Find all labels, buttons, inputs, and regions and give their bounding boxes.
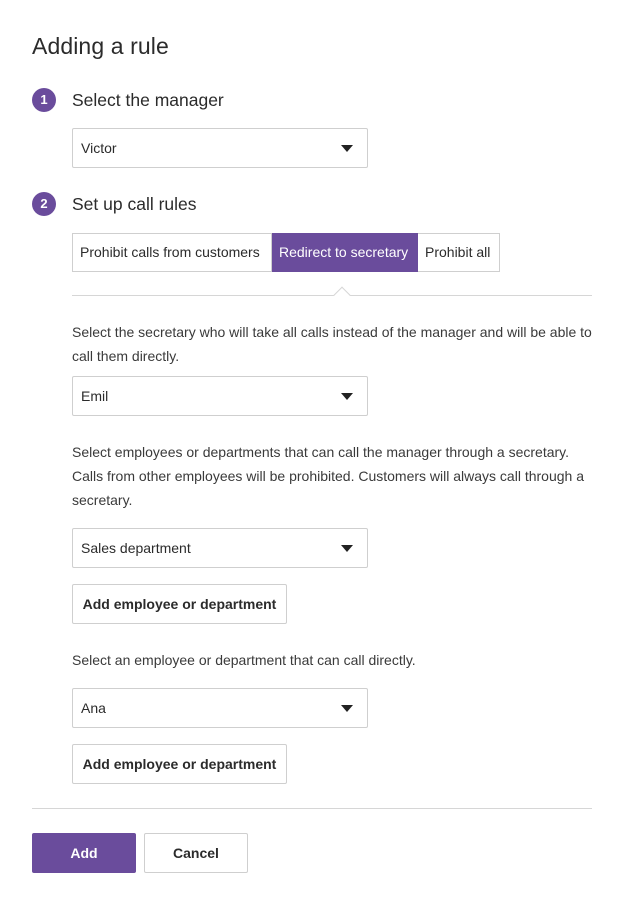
- direct-call-select[interactable]: [72, 688, 368, 728]
- secretary-select-value: Emil: [81, 388, 109, 404]
- step-1-title: Select the manager: [72, 90, 224, 110]
- caret-down-icon: [341, 145, 353, 152]
- via-secretary-description: Select employees or departments that can call the manager through a secretary. Calls from other employees will be prohibited. Customers will always call through a secretary.: [72, 444, 584, 508]
- caret-down-icon: [341, 705, 353, 712]
- secretary-select[interactable]: [72, 376, 368, 416]
- caret-down-icon: [341, 393, 353, 400]
- step-2-title: Set up call rules: [72, 194, 197, 214]
- caret-down-icon: [341, 545, 353, 552]
- direct-call-select-value: Ana: [81, 700, 106, 716]
- direct-call-description: Select an employee or department that can call directly.: [72, 652, 416, 668]
- via-secretary-select-value: Sales department: [81, 540, 191, 556]
- cancel-button[interactable]: Cancel: [144, 833, 248, 873]
- call-rule-tabs: [72, 233, 500, 272]
- step-2-badge: 2: [32, 192, 56, 216]
- secretary-description: Select the secretary who will take all calls instead of the manager and will be able to call them directly.: [72, 324, 592, 364]
- step-1-badge: 1: [32, 88, 56, 112]
- add-direct-caller-button[interactable]: Add employee or department: [72, 744, 287, 784]
- active-tab-pointer: [334, 287, 351, 304]
- page-title: Adding a rule: [32, 33, 169, 59]
- manager-select[interactable]: [72, 128, 368, 168]
- tab-panel-divider: [72, 295, 592, 296]
- via-secretary-select[interactable]: [72, 528, 368, 568]
- add-button[interactable]: Add: [32, 833, 136, 873]
- manager-select-value: Victor: [81, 140, 117, 156]
- tab-redirect-to-secretary[interactable]: Redirect to secretary: [272, 233, 418, 272]
- footer-divider: [32, 808, 592, 809]
- add-via-secretary-button[interactable]: Add employee or department: [72, 584, 287, 624]
- tab-prohibit-all[interactable]: Prohibit all: [418, 233, 500, 272]
- tab-prohibit-customers[interactable]: Prohibit calls from customers: [72, 233, 272, 272]
